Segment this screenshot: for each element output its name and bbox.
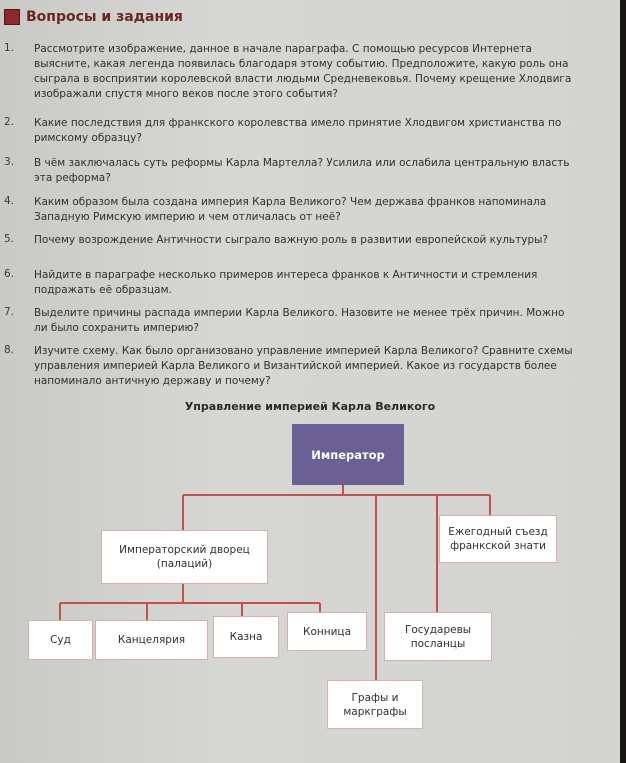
assembly-box: Ежегодный съезд франкской знати	[439, 515, 557, 563]
question-number: 7.	[4, 306, 15, 318]
question-text: В чём заключалась суть реформы Карла Мартелла? Усилила или ослабила центральную власть эта реформа?	[34, 157, 570, 184]
question-text: Рассмотрите изображение, данное в начале параграфа. С помощью ресурсов Интернета выясните, какая легенда появилась благодаря этому событию. Предположите, какую роль она сыграла в восприятии королевской власти людьми Средневековья. Почему крещение Хлодвига изображали спустя много веков после этого события?	[34, 43, 572, 100]
question-number: 6.	[4, 268, 15, 280]
question-number: 8.	[4, 344, 15, 356]
treasury-box: Казна	[213, 616, 279, 658]
envoys-box: Государевы посланцы	[384, 612, 492, 661]
question-text: Найдите в параграфе несколько примеров интереса франков к Античности и стремления подражать её образцам.	[34, 269, 538, 296]
question-text: Каким образом была создана империя Карла Великого? Чем держава франков напоминала Западную Римскую империю и чем отличалась от неё?	[34, 196, 547, 223]
emperor-box: Император	[292, 424, 404, 485]
cavalry-box: Конница	[287, 612, 367, 651]
question-text: Изучите схему. Как было организовано управление империей Карла Великого? Сравните схемы управления империей Карла Великого и Византийской империей. Какое из государств более напоминало античную державу и почему?	[34, 345, 573, 387]
chancellery-box: Канцелярия	[95, 620, 208, 660]
question-text: Какие последствия для франкского королевства имело принятие Хлодвигом христианства по римскому образцу?	[34, 117, 562, 144]
court-box: Суд	[28, 620, 93, 660]
question-number: 1.	[4, 42, 15, 54]
question-number: 3.	[4, 156, 15, 168]
question-text: Выделите причины распада империи Карла Великого. Назовите не менее трёх причин. Можно ли было сохранить империю?	[34, 307, 565, 334]
diagram-title: Управление империей Карла Великого	[184, 400, 436, 413]
question-number: 2.	[4, 116, 15, 128]
counts-box: Графы и маркграфы	[327, 680, 423, 729]
question-text: Почему возрождение Античности сыграло важную роль в развитии европейской культуры?	[34, 234, 548, 246]
question-number: 5.	[4, 233, 15, 245]
section-title: Вопросы и задания	[26, 9, 183, 25]
palace-box: Императорский дворец (палаций)	[101, 530, 268, 584]
question-number: 4.	[4, 195, 15, 207]
